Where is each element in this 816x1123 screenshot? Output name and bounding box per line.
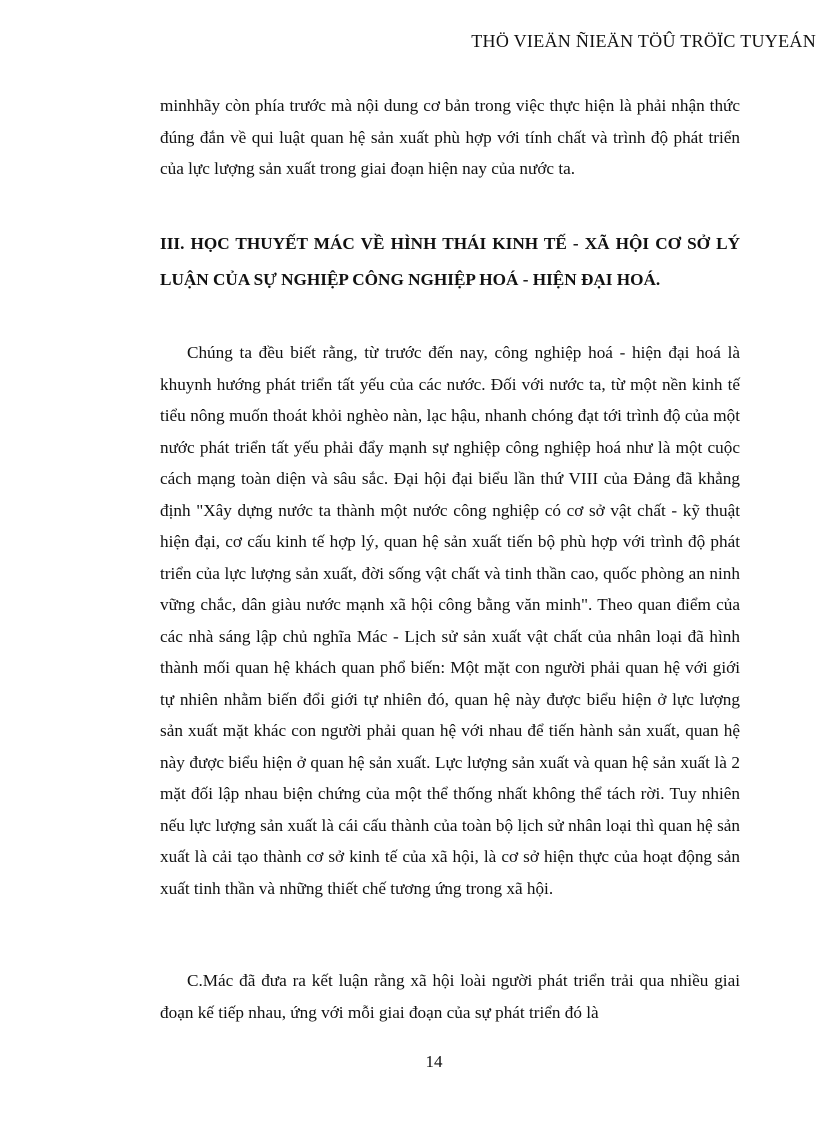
page-header: THÖ VIEÄN ÑIEÄN TÖÛ TRÖÏC TUYEÁN (471, 31, 816, 51)
paragraph-conclusion: C.Mác đã đưa ra kết luận rằng xã hội loài người phát triển trải qua nhiều giai đoạn kế tiếp nhau, ứng với mỗi giai đoạn của sự phát triển đó là (160, 971, 740, 1022)
paragraph-continuation: minhhãy còn phía trước mà nội dung cơ bản trong việc thực hiện là phải nhận thức đúng đắn về qui luật quan hệ sản xuất phù hợp với tính chất và trình độ phát triển của lực lượng sản xuất trong giai đoạn hiện nay của nước ta. (160, 96, 740, 178)
paragraph-main: Chúng ta đều biết rằng, từ trước đến nay, công nghiệp hoá - hiện đại hoá là khuynh hướng phát triển tất yếu của các nước. Đối với nước ta, từ một nền kinh tế tiểu nông muốn thoát khỏi nghèo nàn, lạc hậu, nhanh chóng đạt tới trình độ của một nước phát triển tất yếu phải đẩy mạnh sự nghiệp công nghiệp hoá như là một cuộc cách mạng toàn diện và sâu sắc. Đại hội đại biểu lần thứ VIII của Đảng đã khẳng định "Xây dựng nước ta thành một nước công nghiệp có cơ sở vật chất - kỹ thuật hiện đại, cơ cấu kinh tế hợp lý, quan hệ sản xuất tiến bộ phù hợp với trình độ phát triển của lực lượng sản xuất, đời sống vật chất và tinh thần cao, quốc phòng an ninh vững chắc, dân giàu nước mạnh xã hội công bằng văn minh". Theo quan điểm của các nhà sáng lập chủ nghĩa Mác - Lịch sử sản xuất vật chất của nhân loại đã hình thành mối quan hệ khách quan phổ biến: Một mặt con người phải quan hệ với giới tự nhiên nhằm biến đổi giới tự nhiên đó, quan hệ này được biểu hiện ở lực lượng sản xuất mặt khác con người phải quan hệ với nhau để tiến hành sản xuất, quan hệ này được biểu hiện ở quan hệ sản xuất. Lực lượng sản xuất và quan hệ sản xuất là 2 mặt đối lập nhau biện chứng của một thể thống nhất không thể tách rời. Tuy nhiên nếu lực lượng sản xuất là cái cấu thành của toàn bộ lịch sử nhân loại thì quan hệ sản xuất là cải tạo thành cơ sở kinh tế của xã hội, là cơ sở hiện thực của hoạt động sản xuất tinh thần và những thiết chế tương ứng trong xã hội. (160, 343, 740, 898)
section-heading: III. HỌC THUYẾT MÁC VỀ HÌNH THÁI KINH TẾ - XÃ HỘI CƠ SỞ LÝ LUẬN CỦA SỰ NGHIỆP CÔNG NGHIỆP HOÁ - HIỆN ĐẠI HOÁ. (160, 234, 740, 289)
page-number: 14 (425, 1052, 443, 1071)
